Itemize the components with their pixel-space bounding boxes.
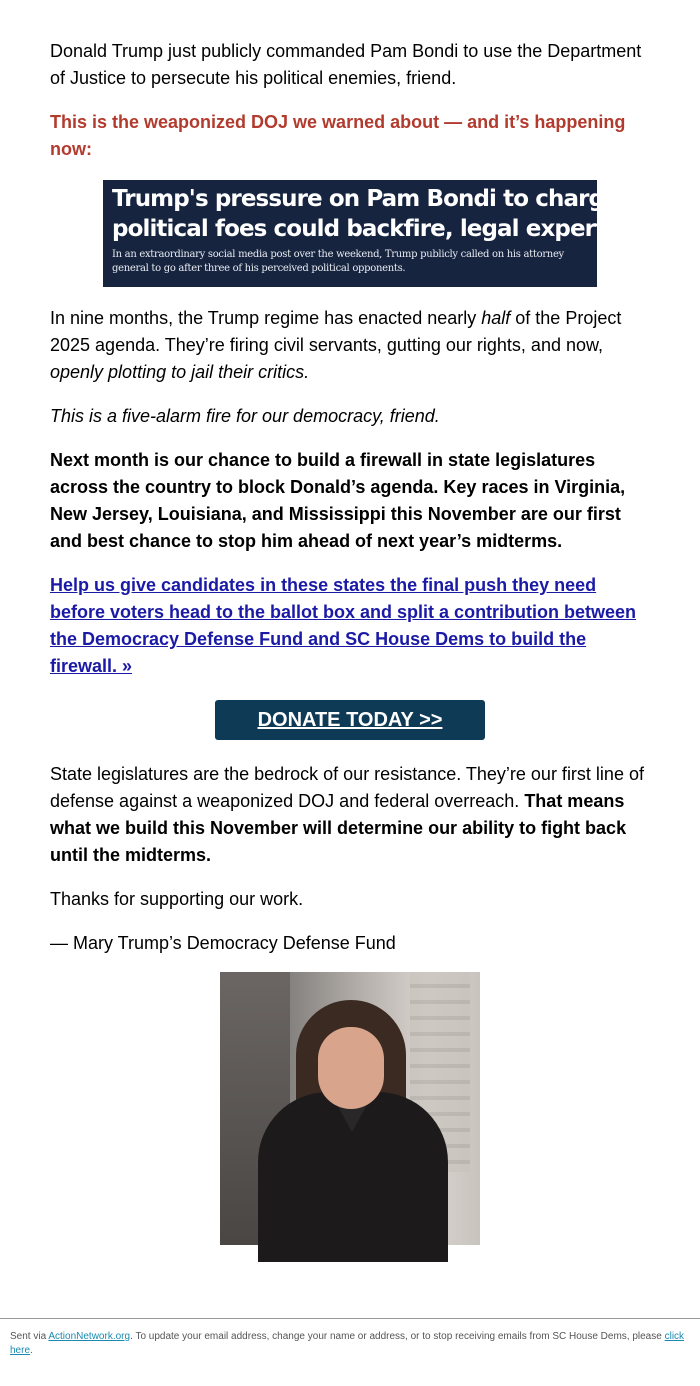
news-headline-image [103, 180, 666, 287]
footer-text: . To update your email address, change your name or address, or to stop receiving emails from SC House Dems, please [130, 1331, 665, 1342]
bold-segment: That means what we build this November will determine our ability to fight back until the midterms. [50, 791, 627, 865]
five-alarm-text: This is a five-alarm fire for our democracy, friend. [50, 406, 440, 426]
email-footer [0, 1318, 700, 1358]
italic-plotting: openly plotting to jail their critics. [50, 362, 310, 382]
five-alarm-paragraph [50, 403, 650, 430]
signature: — Mary Trump’s Democracy Defense Fund [50, 933, 396, 953]
unsubscribe-link[interactable]: click here [10, 1331, 685, 1356]
email-body [50, 38, 666, 1245]
footer-text: . [30, 1345, 33, 1356]
italic-half: half [481, 308, 511, 328]
text-segment: of the Project 2025 agenda. They’re firing civil servants, gutting our rights, and now, [50, 308, 622, 355]
headline-line-1: Trump's pressure on Pam Bondi to charge his [112, 186, 662, 212]
text-segment: State legislatures are the bedrock of our resistance. They’re our first line of defense against a weaponized DOJ and federal overreach. [50, 764, 644, 811]
alert-paragraph: This is the weaponized DOJ we warned about — and it’s happening now: [50, 112, 626, 159]
mary-trump-photo [220, 972, 480, 1245]
headline-line-2: political foes could backfire, legal experts say [112, 216, 666, 242]
intro-paragraph: Donald Trump just publicly commanded Pam Bondi to use the Department of Justice to persecute his political enemies, friend. [50, 41, 642, 88]
actionnetwork-link[interactable]: ActionNetwork.org [48, 1331, 131, 1342]
footer-text: Sent via [10, 1331, 49, 1342]
contribute-link[interactable]: Help us give candidates in these states the final push they need before voters head to the ballot box and split a contribution between the Democracy Defense Fund and SC House Dems to build the firewall. » [50, 575, 637, 676]
firewall-paragraph: Next month is our chance to build a firewall in state legislatures across the country to block Donald’s agenda. Key races in Virginia, New Jersey, Louisiana, and Mississippi this November are our first and best chance to stop him ahead of next year’s midterms. [50, 450, 626, 551]
donate-button-wrapper [50, 700, 650, 740]
project-2025-paragraph [50, 305, 650, 386]
state-legislatures-paragraph [50, 761, 650, 869]
headline-subhead: In an extraordinary social media post over the weekend, Trump publicly called on his attorney general to go after three of his perceived political opponents. [112, 249, 564, 274]
thanks-paragraph: Thanks for supporting our work. [50, 889, 304, 909]
photo-face [318, 1027, 384, 1109]
text-segment: In nine months, the Trump regime has enacted nearly [50, 308, 482, 328]
donate-button[interactable]: DONATE TODAY >> [215, 700, 485, 740]
